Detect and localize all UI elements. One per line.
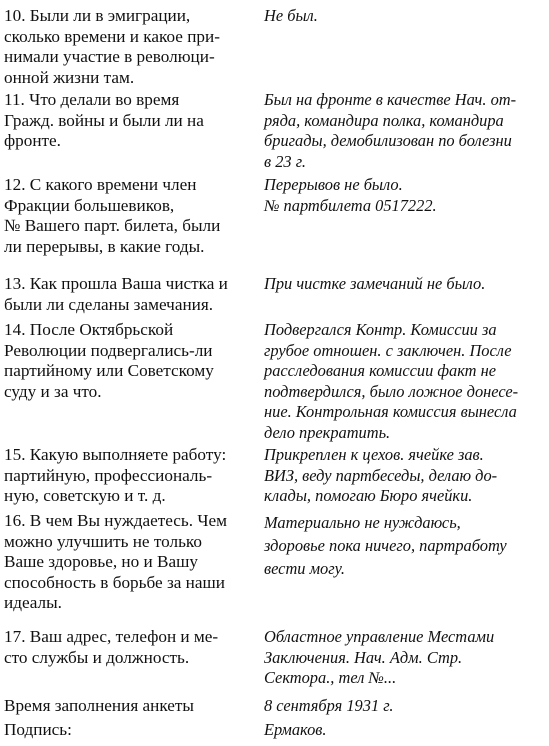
signature-value: Ермаков. xyxy=(264,720,327,739)
answer-text: Перерывов не было. № партбилета 0517222. xyxy=(264,175,437,215)
signature-label: Подпись: xyxy=(4,720,72,739)
answer-text: Областное управление Местами Заключения. Нач. Адм. Стр. Сектора., тел №... xyxy=(264,627,495,687)
question-text: 14. После Октябрьской Революции подвергались-ли партийному или Советскому суду и за что. xyxy=(4,320,214,401)
answer-text: При чистке замечаний не было. xyxy=(264,274,486,293)
question-text: 13. Как прошла Ваша чистка и были ли сделаны замечания. xyxy=(4,274,228,314)
answer-text: Прикреплен к цехов. ячейке зав. ВИЗ, веду партбеседы, делаю до- клады, помогаю Бюро ячейки. xyxy=(264,445,498,505)
question-text: 17. Ваш адрес, телефон и ме- сто службы и должность. xyxy=(4,627,219,667)
question-text: 12. С какого времени член Фракции большевиков, № Вашего парт. билета, были ли перерывы, в какие годы. xyxy=(4,175,221,256)
answer-text: Подвергался Контр. Комиссии за грубое отношен. с заключен. После расследования комиссии факт не подтвердился, было ложное донесе- ние. Контрольная комиссия вынесла дело прекратить. xyxy=(264,320,519,442)
answer-text: Был на фронте в качестве Нач. от- ряда, командира полка, командира бригады, демобилизован по болезни в 23 г. xyxy=(264,90,517,171)
question-text: 11. Что делали во время Гражд. войны и были ли на фронте. xyxy=(4,90,204,150)
fill-date-label: Время заполнения анкеты xyxy=(4,696,194,715)
question-text: 15. Какую выполняете работу: партийную, профессиональ- ную, советскую и т. д. xyxy=(4,445,227,505)
question-text: 16. В чем Вы нуждаетесь. Чем можно улучшить не только Ваше здоровье, но и Вашу способность в борьбе за наши идеалы. xyxy=(4,511,228,612)
answer-text: Материально не нуждаюсь, здоровье пока ничего, партработу вести могу. xyxy=(264,513,507,578)
answer-text: Не был. xyxy=(264,6,318,25)
question-text: 10. Были ли в эмиграции, сколько времени и какое при- нимали участие в революци- онной жизни там. xyxy=(4,6,220,87)
fill-date-value: 8 сентября 1931 г. xyxy=(264,696,394,715)
